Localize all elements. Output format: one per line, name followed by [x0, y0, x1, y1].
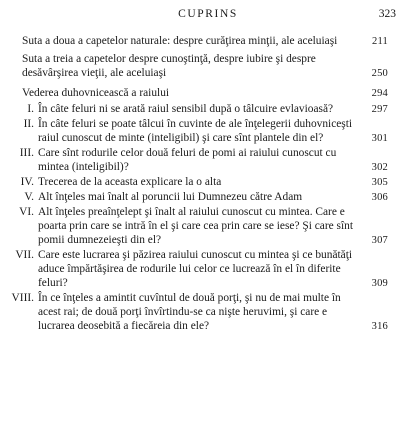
item-page: 306	[371, 192, 388, 203]
item-number: V.	[24, 191, 34, 203]
item-page: 302	[371, 162, 388, 173]
toc-item	[0, 291, 416, 333]
item-page: 301	[371, 133, 388, 144]
item-page: 316	[371, 321, 388, 332]
toc-entry	[0, 34, 416, 48]
toc-entry	[0, 52, 416, 80]
section-heading	[0, 86, 416, 100]
item-text: În câte feluri se poate tâlcui în cuvinte de ale înţelegerii duhovniceşti raiul cunoscut de minte (inteligibil) şi care sînt plantele din el?	[38, 118, 353, 144]
toc-entry-page: 250	[371, 68, 388, 79]
section-title: Vederea duhovnicească a raiului	[22, 87, 170, 99]
item-number: VII.	[15, 249, 34, 261]
toc-item	[0, 248, 416, 290]
item-text: Alt înţeles preaînţelept şi înalt al raiului cunoscut cu mintea. Care e poarta prin care se intră în el şi care cea prin care se iese? Şi care sînt pomii dumnezeieşti din el?	[38, 206, 353, 246]
toc-entry-page: 211	[372, 36, 388, 47]
item-number: VIII.	[11, 292, 34, 304]
item-page: 297	[371, 104, 388, 115]
item-text: Care este lucrarea şi păzirea raiului cunoscut cu mintea şi ce bunătăţi aduce împărtăşirea de rodurile lui celor ce lucrează în el în diferite feluri?	[38, 249, 353, 289]
toc-entries	[0, 34, 416, 334]
toc-item	[0, 146, 416, 174]
item-number: VI.	[19, 206, 34, 218]
running-title: CUPRINS	[178, 8, 238, 20]
item-text: Trecerea de la aceasta explicare la o alta	[38, 176, 222, 188]
item-number: III.	[19, 147, 34, 159]
item-text: În câte feluri ni se arată raiul sensibil după o tâlcuire evlavioasă?	[38, 103, 334, 115]
item-text: Care sînt rodurile celor două feluri de pomi ai raiului cunoscut cu mintea (inteligibil)?	[38, 147, 337, 173]
page-number: 323	[378, 8, 396, 20]
toc-item	[0, 117, 416, 145]
page-header	[0, 8, 416, 24]
toc-item	[0, 102, 416, 116]
item-text: Alt înţeles mai înalt al poruncii lui Dumnezeu către Adam	[38, 191, 303, 203]
item-number: II.	[23, 118, 34, 130]
item-number: I.	[27, 103, 34, 115]
item-page: 305	[371, 177, 388, 188]
toc-entry-text: Suta a doua a capetelor naturale: despre curăţirea minţii, ale aceluiaşi	[22, 35, 338, 47]
item-number: IV.	[20, 176, 34, 188]
toc-item	[0, 190, 416, 204]
item-page: 309	[371, 278, 388, 289]
section-page: 294	[371, 88, 388, 99]
toc-item	[0, 175, 416, 189]
toc-item	[0, 205, 416, 247]
toc-entry-text: Suta a treia a capetelor despre cunoştinţă, despre iubire şi despre desăvârşirea vieţii, ale aceluiaşi	[22, 53, 316, 79]
item-page: 307	[371, 235, 388, 246]
item-text: În ce înţeles a amintit cuvîntul de două porţi, şi nu de mai multe în acest rai; de două porţi învîrtindu-se ca nişte heruvimi, şi care e lucrarea deosebită a fiecăreia din ele?	[38, 292, 341, 332]
